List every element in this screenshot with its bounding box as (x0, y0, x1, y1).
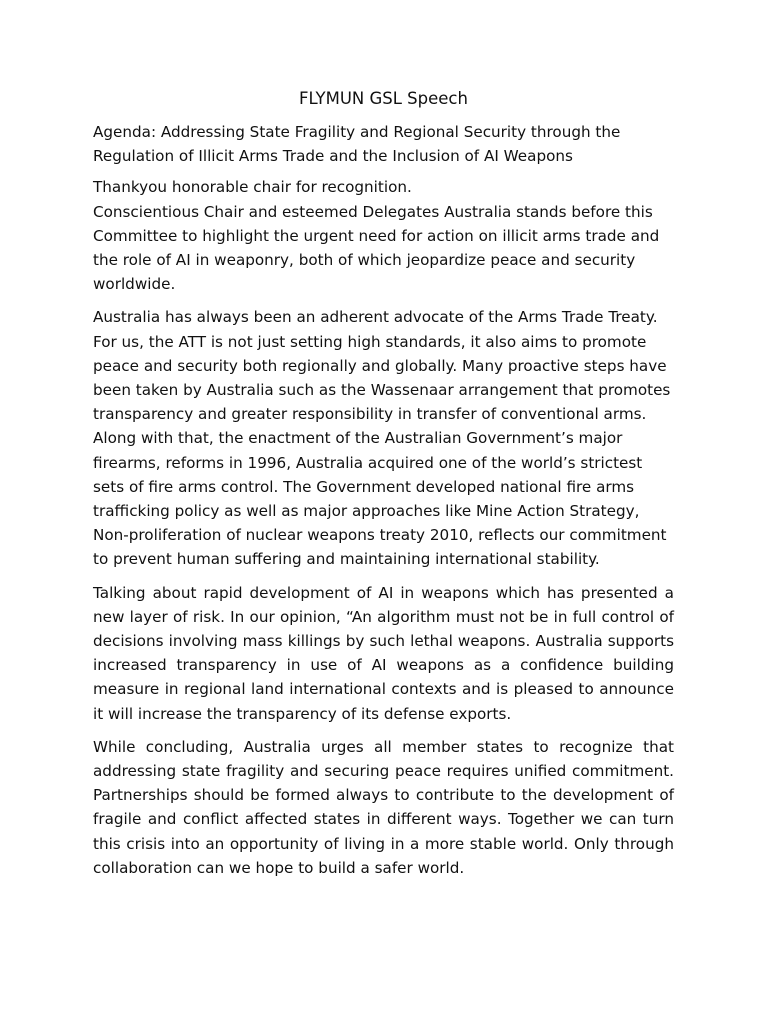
conclusion-paragraph: While concluding, Australia urges all member states to recognize that addressing state fragility and securing peace requires unified commitment. Partnerships should be formed always to contribute to the development of fragile and conflict affected states in different ways. Together we can turn this crisis into an opportunity of living in a more stable world. Only through collaboration can we hope to build a safer world. (93, 737, 674, 877)
att-paragraph: Australia has always been an adherent advocate of the Arms Trade Treaty. For us, the ATT is not just setting high standards, it also aims to promote peace and security both regionally and globally. Many proactive steps have been taken by Australia such as the Wassenaar arrangement that promotes transparency and greater responsibility in transfer of conventional arms. Along with that, the enactment of the Australian Government’s major firearms, reforms in 1996, Australia acquired one of the world’s strictest sets of fire arms control. The Government developed national fire arms trafficking policy as well as major approaches like Mine Action Strategy, Non-proliferation of nuclear weapons treaty 2010, reflects our commitment to prevent human suffering and maintaining international stability. (93, 308, 671, 569)
document-body (93, 86, 674, 889)
intro-paragraph: Conscientious Chair and esteemed Delegates Australia stands before this Committee to highlight the urgent need for action on illicit arms trade and the role of AI in weaponry, both of which jeopardize peace and security worldwide. (93, 202, 660, 294)
document-title: FLYMUN GSL Speech (299, 89, 468, 108)
ai-weapons-paragraph: Talking about rapid development of AI in weapons which has presented a new layer of risk. In our opinion, “An algorithm must not be in full control of decisions involving mass killings by such lethal weapons. Australia supports increased transparency in use of AI weapons as a confidence building measure in regional land international contexts and is pleased to announce it will increase the transparency of its defense exports. (93, 583, 674, 723)
agenda-paragraph: Agenda: Addressing State Fragility and Regional Security through the Regulation of Illicit Arms Trade and the Inclusion of AI Weapons (93, 123, 621, 166)
opening-line: Thankyou honorable chair for recognition. (93, 178, 412, 197)
